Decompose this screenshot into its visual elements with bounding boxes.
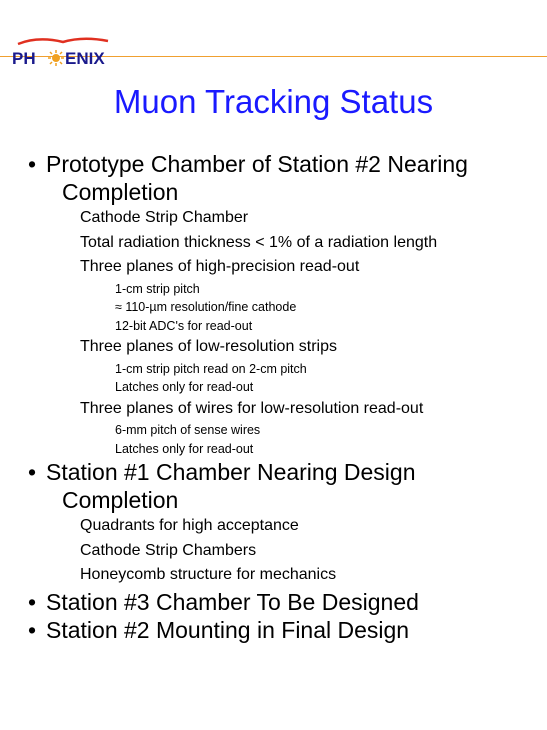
sub-bullet: Total radiation thickness < 1% of a radiation length (80, 233, 438, 251)
sub-bullet: Three planes of wires for low-resolution read-out (80, 399, 424, 417)
bullet-marker: • (28, 151, 37, 177)
bullet-text: Station #3 Chamber To Be Designed (46, 588, 419, 615)
bullet-item (0, 616, 547, 644)
logo-swoosh (18, 39, 108, 44)
bullet-item (0, 150, 547, 206)
sub-bullet: Three planes of low-resolution strips (80, 338, 338, 355)
page-title: Muon Tracking Status (113, 83, 434, 120)
sun-icon (48, 50, 64, 66)
bullet-marker: • (28, 459, 37, 485)
detail-item: 1-cm strip pitch read on 2-cm pitch (115, 361, 307, 376)
sub-bullet: Cathode Strip Chambers (80, 541, 257, 559)
bullet-text: Station #1 Chamber Nearing Design (46, 459, 416, 485)
detail-item: 1-cm strip pitch (115, 281, 200, 296)
logo-text-right: ENIX (65, 49, 105, 68)
bullet-text: Completion (62, 179, 179, 205)
detail-item: ≈ 110-µm resolution/fine cathode (115, 300, 297, 314)
phenix-logo (8, 34, 128, 68)
bullet-item (0, 458, 547, 514)
sub-bullet: Three planes of high-precision read-out (80, 258, 360, 275)
bullet-item (0, 588, 547, 616)
sub-bullet: Quadrants for high acceptance (80, 517, 299, 534)
detail-item: 12-bit ADC's for read-out (115, 318, 253, 333)
detail-item: Latches only for read-out (115, 380, 254, 394)
bullet-text: Station #2 Mounting in Final Design (46, 616, 410, 643)
detail-item: Latches only for read-out (115, 441, 254, 456)
logo-text-left: PH (12, 49, 36, 68)
sub-bullet: Honeycomb structure for mechanics (80, 566, 337, 583)
bullet-text: Completion (62, 487, 179, 513)
slide-content (0, 150, 547, 644)
bullet-text: Prototype Chamber of Station #2 Nearing (46, 151, 468, 177)
bullet-marker: • (28, 616, 37, 643)
detail-item: 6-mm pitch of sense wires (115, 423, 261, 437)
sub-bullet: Cathode Strip Chamber (80, 209, 249, 226)
bullet-marker: • (28, 588, 37, 615)
